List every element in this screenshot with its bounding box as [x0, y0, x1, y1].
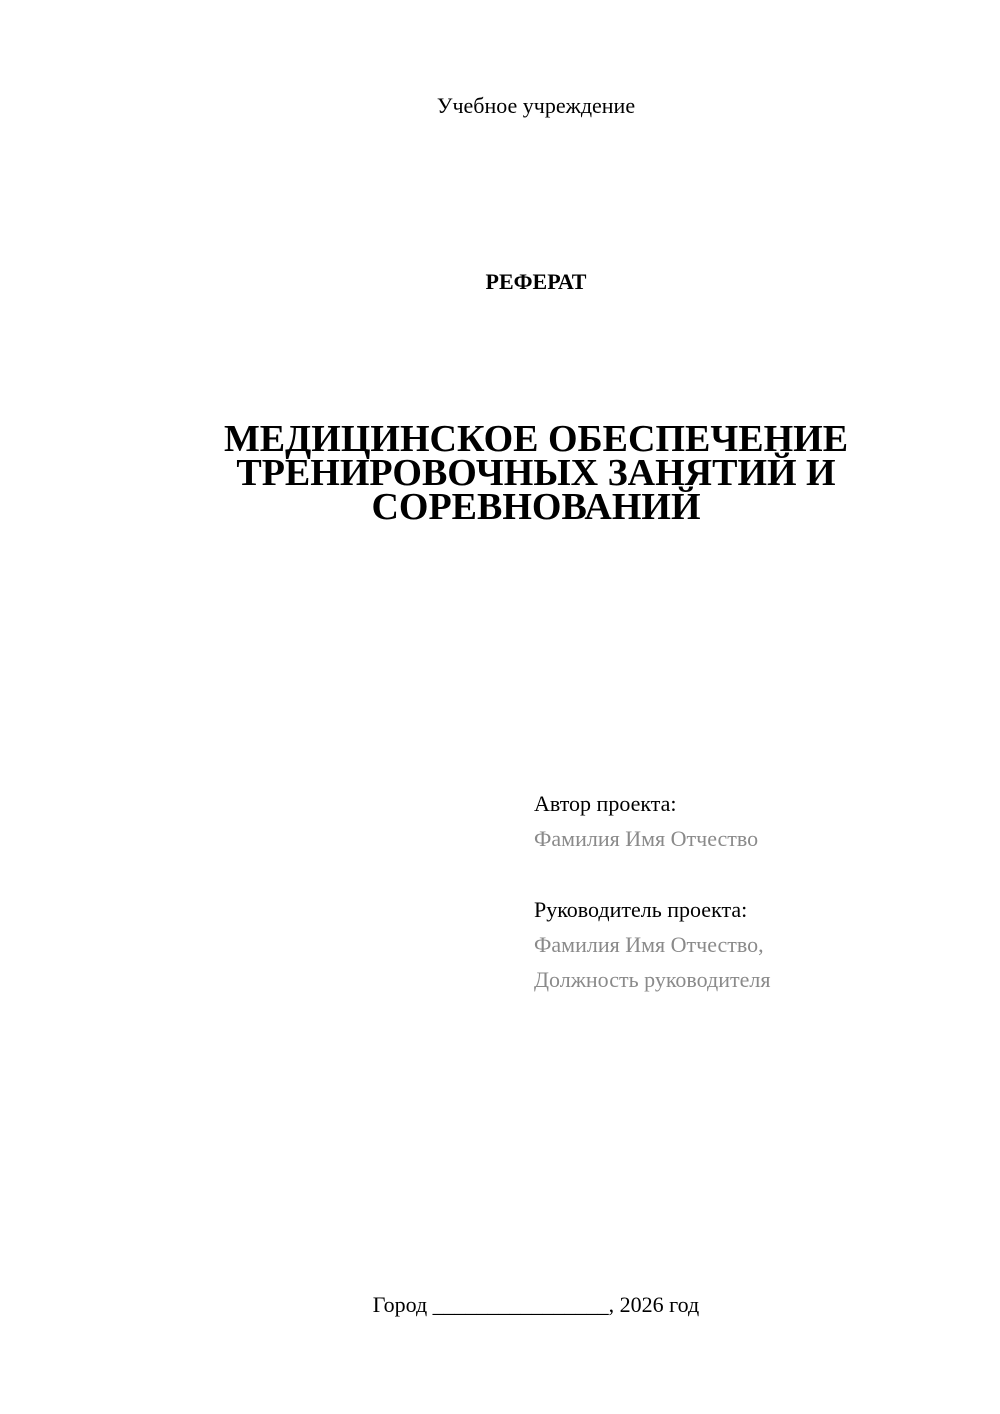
institution-name: Учебное учреждение [436, 93, 636, 118]
supervisor-label: Руководитель проекта: [534, 897, 748, 922]
document-title [170, 418, 902, 528]
document-title-line: СОРЕВНОВАНИЙ [371, 486, 701, 528]
document-type: РЕФЕРАТ [485, 269, 587, 294]
author-block [534, 786, 974, 856]
supervisor-position: Должность руководителя [534, 967, 771, 992]
author-name: Фамилия Имя Отчество [534, 826, 759, 851]
supervisor-block [534, 892, 974, 997]
supervisor-name: Фамилия Имя Отчество, [534, 932, 764, 957]
author-label: Автор проекта: [534, 791, 677, 816]
city-year-line: Город ________________, 2026 год [372, 1292, 700, 1317]
document-title-line: МЕДИЦИНСКОЕ ОБЕСПЕЧЕНИЕ [223, 418, 849, 460]
document-title-line: ТРЕНИРОВОЧНЫХ ЗАНЯТИЙ И [236, 452, 836, 494]
